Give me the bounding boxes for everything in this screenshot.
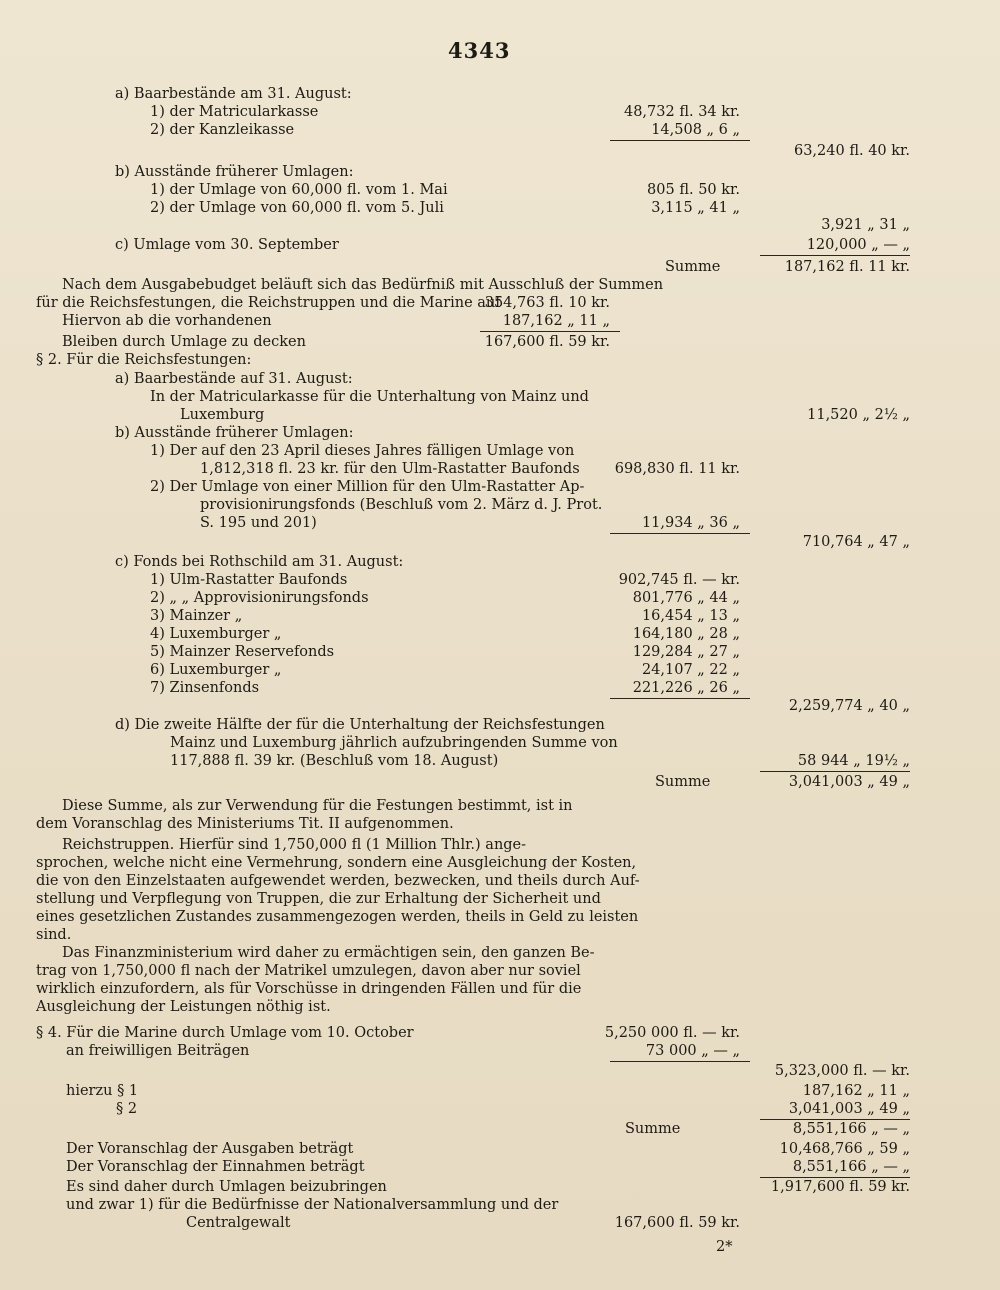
text-line: hierzu § 1 bbox=[66, 1083, 139, 1099]
amount: 1,917,600 fl. 59 kr. bbox=[770, 1179, 910, 1195]
sum-label: Summe bbox=[625, 1121, 681, 1137]
text-line: Luxemburg bbox=[180, 407, 265, 423]
text-line: 2) „ „ Approvisionirungsfonds bbox=[150, 590, 369, 606]
amount: 58 944 „ 19½ „ bbox=[797, 753, 910, 769]
amount: 3,921 „ 31 „ bbox=[821, 217, 910, 233]
text-line: die von den Einzelstaaten aufgewendet werden, bezwecken, und theils durch Auf- bbox=[36, 873, 640, 889]
section-heading: § 4. Für die Marine durch Umlage vom 10. October bbox=[36, 1025, 414, 1041]
amount: 8,551,166 „ — „ bbox=[792, 1159, 910, 1175]
sum-rule bbox=[760, 255, 910, 256]
amount: 63,240 fl. 40 kr. bbox=[793, 143, 910, 159]
amount: 187,162 „ 11 „ bbox=[802, 1083, 910, 1099]
amount: 2,259,774 „ 40 „ bbox=[788, 698, 910, 714]
amount: 8,551,166 „ — „ bbox=[792, 1121, 910, 1137]
text-line: Das Finanzministerium wird daher zu ermächtigen sein, den ganzen Be- bbox=[62, 945, 595, 961]
sum-rule bbox=[610, 533, 750, 534]
text-line: 2) Der Umlage von einer Million für den Ulm-Rastatter Ap- bbox=[150, 479, 585, 495]
text-line: b) Ausstände früherer Umlagen: bbox=[115, 164, 354, 180]
text-line: an freiwilligen Beiträgen bbox=[66, 1043, 250, 1059]
text-line: für die Reichsfestungen, die Reichstruppen und die Marine auf bbox=[36, 295, 501, 311]
signature-mark: 2* bbox=[716, 1239, 733, 1255]
amount: 187,162 fl. 11 kr. bbox=[784, 259, 910, 275]
amount: 164,180 „ 28 „ bbox=[632, 626, 740, 642]
text-line: sind. bbox=[36, 927, 72, 943]
text-line: 117,888 fl. 39 kr. (Beschluß vom 18. August) bbox=[170, 753, 499, 769]
sum-rule bbox=[760, 771, 910, 772]
text-line: Mainz und Luxemburg jährlich aufzubringenden Summe von bbox=[170, 735, 618, 751]
amount: 120,000 „ — „ bbox=[806, 237, 910, 253]
text-line: c) Umlage vom 30. September bbox=[115, 237, 339, 253]
text-line: 2) der Kanzleikasse bbox=[150, 122, 295, 138]
text-line: § 2 bbox=[116, 1101, 138, 1117]
amount: 167,600 fl. 59 kr. bbox=[614, 1215, 740, 1231]
amount: 3,041,003 „ 49 „ bbox=[788, 1101, 910, 1117]
amount: 129,284 „ 27 „ bbox=[632, 644, 740, 660]
amount: 167,600 fl. 59 kr. bbox=[484, 334, 610, 350]
sum-label: Summe bbox=[665, 259, 721, 275]
text-line: stellung und Verpflegung von Truppen, die zur Erhaltung der Sicherheit und bbox=[36, 891, 601, 907]
text-line: Bleiben durch Umlage zu decken bbox=[62, 334, 306, 350]
text-line: 2) der Umlage von 60,000 fl. vom 5. Juli bbox=[150, 200, 444, 216]
text-line: S. 195 und 201) bbox=[200, 515, 317, 531]
text-line: Der Voranschlag der Ausgaben beträgt bbox=[66, 1141, 354, 1157]
amount: 48,732 fl. 34 kr. bbox=[623, 104, 740, 120]
text-line: Es sind daher durch Umlagen beizubringen bbox=[66, 1179, 387, 1195]
text-line: Reichstruppen. Hierfür sind 1,750,000 fl (1 Million Thlr.) ange- bbox=[62, 837, 527, 853]
text-line: Hiervon ab die vorhandenen bbox=[62, 313, 272, 329]
amount: 3,041,003 „ 49 „ bbox=[788, 774, 910, 790]
text-line: Nach dem Ausgabebudget beläuft sich das Bedürfniß mit Ausschluß der Summen bbox=[62, 277, 664, 293]
sum-rule bbox=[610, 140, 750, 141]
amount: 698,830 fl. 11 kr. bbox=[614, 461, 740, 477]
text-line: Diese Summe, als zur Verwendung für die Festungen bestimmt, ist in bbox=[62, 798, 573, 814]
text-line: 1) Der auf den 23 April dieses Jahres fälligen Umlage von bbox=[150, 443, 575, 459]
amount: 24,107 „ 22 „ bbox=[641, 662, 740, 678]
amount: 16,454 „ 13 „ bbox=[641, 608, 740, 624]
amount: 73 000 „ — „ bbox=[645, 1043, 740, 1059]
sum-rule bbox=[480, 331, 620, 332]
text-line: 7) Zinsenfonds bbox=[150, 680, 260, 696]
text-line: 4) Luxemburger „ bbox=[150, 626, 282, 642]
text-line: 6) Luxemburger „ bbox=[150, 662, 282, 678]
text-line: In der Matricularkasse für die Unterhaltung von Mainz und bbox=[150, 389, 589, 405]
amount: 354,763 fl. 10 kr. bbox=[484, 295, 610, 311]
text-line: 1) der Matricularkasse bbox=[150, 104, 319, 120]
text-line: d) Die zweite Hälfte der für die Unterhaltung der Reichsfestungen bbox=[115, 717, 605, 733]
text-line: provisionirungsfonds (Beschluß vom 2. März d. J. Prot. bbox=[200, 497, 603, 513]
amount: 10,468,766 „ 59 „ bbox=[779, 1141, 910, 1157]
amount: 14,508 „ 6 „ bbox=[651, 122, 740, 138]
text-line: a) Baarbestände am 31. August: bbox=[115, 86, 352, 102]
text-line: 1,812,318 fl. 23 kr. für den Ulm-Rastatter Baufonds bbox=[200, 461, 580, 477]
text-line: 3) Mainzer „ bbox=[150, 608, 243, 624]
sum-rule bbox=[610, 698, 750, 699]
amount: 5,323,000 fl. — kr. bbox=[774, 1063, 910, 1079]
text-line: 1) Ulm-Rastatter Baufonds bbox=[150, 572, 348, 588]
text-line: c) Fonds bei Rothschild am 31. August: bbox=[115, 554, 404, 570]
text-line: 1) der Umlage von 60,000 fl. vom 1. Mai bbox=[150, 182, 448, 198]
text-line: wirklich einzufordern, als für Vorschüsse in dringenden Fällen und für die bbox=[36, 981, 582, 997]
text-line: Centralgewalt bbox=[186, 1215, 291, 1231]
amount: 801,776 „ 44 „ bbox=[632, 590, 740, 606]
text-line: dem Voranschlag des Ministeriums Tit. II aufgenommen. bbox=[36, 816, 454, 832]
text-line: und zwar 1) für die Bedürfnisse der Nationalversammlung und der bbox=[66, 1197, 559, 1213]
text-line: eines gesetzlichen Zustandes zusammengezogen werden, theils in Geld zu leisten bbox=[36, 909, 639, 925]
amount: 3,115 „ 41 „ bbox=[651, 200, 740, 216]
text-line: 5) Mainzer Reservefonds bbox=[150, 644, 335, 660]
amount: 11,934 „ 36 „ bbox=[641, 515, 740, 531]
sum-label: Summe bbox=[655, 774, 711, 790]
amount: 902,745 fl. — kr. bbox=[618, 572, 740, 588]
section-heading: § 2. Für die Reichsfestungen: bbox=[36, 352, 252, 368]
text-line: trag von 1,750,000 fl nach der Matrikel umzulegen, davon aber nur soviel bbox=[36, 963, 581, 979]
amount: 710,764 „ 47 „ bbox=[802, 534, 910, 550]
page-number: 4343 bbox=[448, 38, 511, 63]
text-line: a) Baarbestände auf 31. August: bbox=[115, 371, 353, 387]
amount: 11,520 „ 2½ „ bbox=[807, 407, 910, 423]
text-line: Ausgleichung der Leistungen nöthig ist. bbox=[36, 999, 331, 1015]
text-line: Der Voranschlag der Einnahmen beträgt bbox=[66, 1159, 365, 1175]
text-line: sprochen, welche nicht eine Vermehrung, sondern eine Ausgleichung der Kosten, bbox=[36, 855, 637, 871]
amount: 805 fl. 50 kr. bbox=[647, 182, 740, 198]
text-line: b) Ausstände früherer Umlagen: bbox=[115, 425, 354, 441]
amount: 187,162 „ 11 „ bbox=[502, 313, 610, 329]
amount: 221,226 „ 26 „ bbox=[632, 680, 740, 696]
amount: 5,250 000 fl. — kr. bbox=[604, 1025, 740, 1041]
sum-rule bbox=[610, 1061, 750, 1062]
